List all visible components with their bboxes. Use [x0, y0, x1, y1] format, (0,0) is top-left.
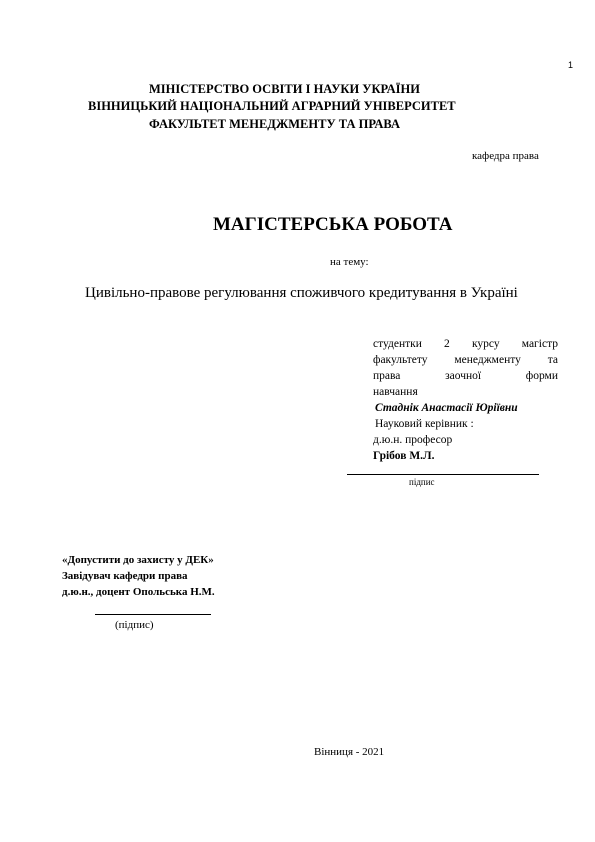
document-title: МАГІСТЕРСЬКА РОБОТА — [213, 214, 453, 235]
department-label: кафедра права — [472, 150, 539, 162]
admit-statement: «Допустити до захисту у ДЕК» — [62, 554, 214, 566]
department-head-label: Завідувач кафедри права — [62, 570, 188, 582]
head-signature-line — [95, 614, 211, 615]
author-line-3: права заочної форми — [373, 370, 558, 382]
author-line-4: навчання — [373, 386, 418, 398]
ministry-heading: МІНІСТЕРСТВО ОСВІТИ І НАУКИ УКРАЇНИ — [149, 82, 420, 96]
author-name: Стаднік Анастасії Юріївни — [375, 402, 518, 414]
author-signature-line — [347, 474, 539, 475]
head-signature-label: (підпис) — [115, 619, 154, 631]
supervisor-degree: д.ю.н. професор — [373, 434, 453, 446]
thesis-topic: Цивільно-правове регулювання споживчого кредитування в Україні — [85, 285, 518, 301]
supervisor-label: Науковий керівник : — [375, 418, 474, 430]
supervisor-name: Грібов М.Л. — [373, 450, 435, 462]
page-number: 1 — [568, 60, 574, 70]
author-block — [373, 336, 558, 464]
author-signature-label: підпис — [409, 477, 435, 487]
department-head-name: д.ю.н., доцент Опольська Н.М. — [62, 586, 215, 598]
topic-label: на тему: — [330, 256, 369, 268]
author-line-1: студентки 2 курсу магістр — [373, 338, 558, 350]
author-line-2: факультету менеджменту та — [373, 354, 558, 366]
city-year: Вінниця - 2021 — [314, 746, 385, 758]
faculty-heading: ФАКУЛЬТЕТ МЕНЕДЖМЕНТУ ТА ПРАВА — [149, 117, 400, 131]
university-heading: ВІННИЦЬКИЙ НАЦІОНАЛЬНИЙ АГРАРНИЙ УНІВЕРСИТЕТ — [88, 99, 456, 113]
